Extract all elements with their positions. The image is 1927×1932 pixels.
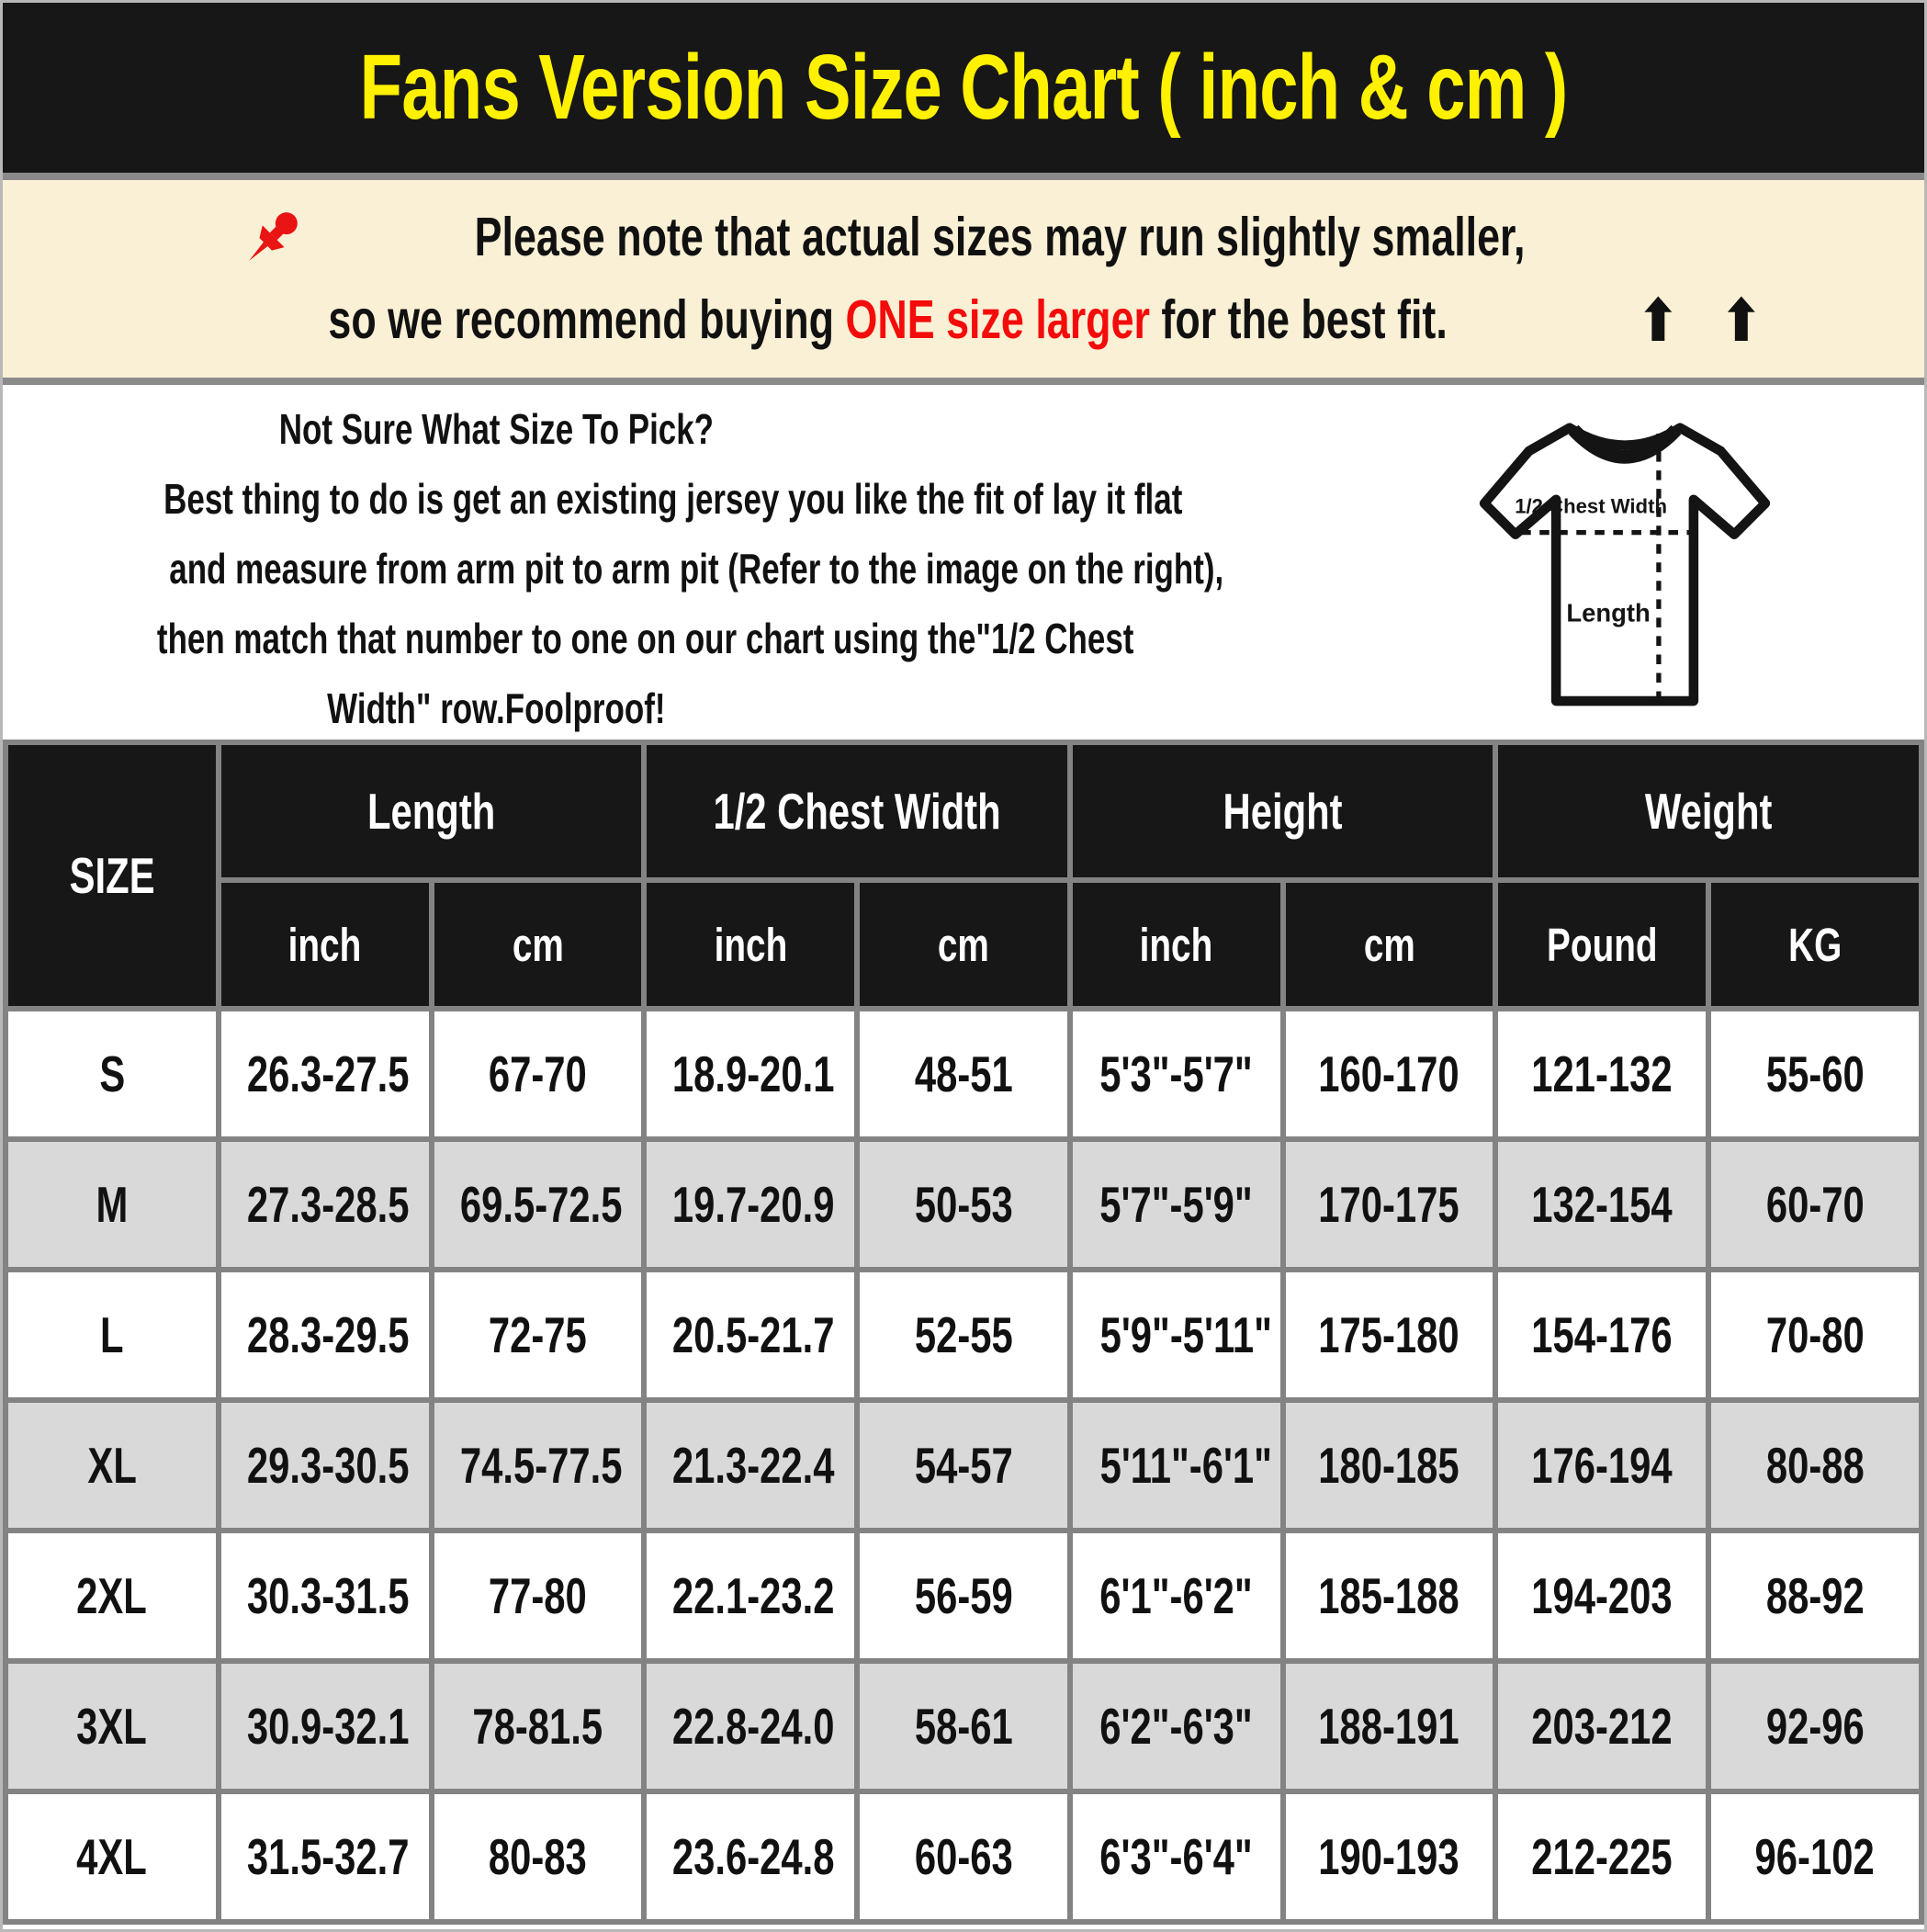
cell: 190-193: [1283, 1791, 1496, 1922]
size-label: M: [6, 1139, 219, 1270]
tshirt-diagram: [1465, 385, 1785, 740]
chest-inch-header: inch: [644, 880, 857, 1009]
chest-width-group-header: 1/2 Chest Width: [644, 742, 1070, 880]
cell: 175-180: [1283, 1270, 1496, 1400]
cell: 26.3-27.5: [219, 1009, 432, 1139]
cell: 160-170: [1283, 1009, 1496, 1139]
cell: 5'7"-5'9": [1070, 1139, 1283, 1270]
cell: 5'9"-5'11": [1070, 1270, 1283, 1400]
guide-text: [3, 385, 1224, 740]
pushpin-icon: [235, 201, 309, 275]
cell: 54-57: [857, 1400, 1070, 1531]
cell: 29.3-30.5: [219, 1400, 432, 1531]
cell: 6'2"-6'3": [1070, 1661, 1283, 1791]
cell: 96-102: [1708, 1791, 1921, 1922]
weight-kg-header: KG: [1708, 880, 1921, 1009]
table-row-4xl: [6, 1791, 1921, 1922]
cell: 22.8-24.0: [644, 1661, 857, 1791]
cell: 5'11"-6'1": [1070, 1400, 1283, 1531]
cell: 70-80: [1708, 1270, 1921, 1400]
guide-line-4: Width" row.Foolproof!: [327, 684, 666, 732]
notice-text-2-suffix: for the best fit.: [1149, 288, 1448, 350]
cell: 56-59: [857, 1531, 1070, 1661]
notice-text-2: [328, 281, 1447, 360]
size-label: 4XL: [6, 1791, 219, 1922]
cell: 30.3-31.5: [219, 1531, 432, 1661]
cell: 72-75: [432, 1270, 645, 1400]
guide-heading: Not Sure What Size To Pick?: [278, 405, 715, 453]
cell: 212-225: [1495, 1791, 1708, 1922]
cell: 176-194: [1495, 1400, 1708, 1531]
height-group-header: Height: [1070, 742, 1496, 880]
cell: 194-203: [1495, 1531, 1708, 1661]
cell: 180-185: [1283, 1400, 1496, 1531]
guide-line-2: and measure from arm pit to arm pit (Refer to the image on the right),: [169, 545, 1224, 593]
cell: 60-63: [857, 1791, 1070, 1922]
cell: 69.5-72.5: [432, 1139, 645, 1270]
cell: 28.3-29.5: [219, 1270, 432, 1400]
length-cm-header: cm: [432, 880, 645, 1009]
cell: 23.6-24.8: [644, 1791, 857, 1922]
table-group-header-row: [6, 742, 1921, 880]
cell: 88-92: [1708, 1531, 1921, 1661]
cell: 60-70: [1708, 1139, 1921, 1270]
cell: 58-61: [857, 1661, 1070, 1791]
cell: 50-53: [857, 1139, 1070, 1270]
cell: 67-70: [432, 1009, 645, 1139]
up-arrows-icon: ⬆ ⬆: [1636, 286, 1776, 354]
table-row-2xl: [6, 1531, 1921, 1661]
table-row-s: [6, 1009, 1921, 1139]
notice-text-1: Please note that actual sizes may run slightly smaller,: [475, 206, 1526, 267]
size-label: XL: [6, 1400, 219, 1531]
cell: 78-81.5: [432, 1661, 645, 1791]
table-row-3xl: [6, 1661, 1921, 1791]
cell: 121-132: [1495, 1009, 1708, 1139]
notice-band: [3, 180, 1924, 385]
length-inch-header: inch: [219, 880, 432, 1009]
cell: 6'3"-6'4": [1070, 1791, 1283, 1922]
cell: 30.9-32.1: [219, 1661, 432, 1791]
cell: 80-83: [432, 1791, 645, 1922]
cell: 19.7-20.9: [644, 1139, 857, 1270]
size-label: 3XL: [6, 1661, 219, 1791]
length-group-header: Length: [219, 742, 645, 880]
cell: 185-188: [1283, 1531, 1496, 1661]
title-bar: [3, 3, 1924, 180]
cell: 203-212: [1495, 1661, 1708, 1791]
page-title: Fans Version Size Chart ( inch & cm ): [359, 36, 1568, 139]
cell: 27.3-28.5: [219, 1139, 432, 1270]
cell: 77-80: [432, 1531, 645, 1661]
cell: 5'3"-5'7": [1070, 1009, 1283, 1139]
notice-text-2-prefix: so we recommend buying: [328, 288, 846, 350]
cell: 52-55: [857, 1270, 1070, 1400]
table-row-l: [6, 1270, 1921, 1400]
tshirt-measure-icon: [1465, 387, 1785, 729]
notice-line-1: [235, 198, 1691, 277]
cell: 132-154: [1495, 1139, 1708, 1270]
cell: 55-60: [1708, 1009, 1921, 1139]
table-row-xl: [6, 1400, 1921, 1531]
notice-line-2: [152, 281, 1776, 360]
size-label: L: [6, 1270, 219, 1400]
cell: 80-88: [1708, 1400, 1921, 1531]
cell: 154-176: [1495, 1270, 1708, 1400]
cell: 188-191: [1283, 1661, 1496, 1791]
size-label: 2XL: [6, 1531, 219, 1661]
cell: 21.3-22.4: [644, 1400, 857, 1531]
cell: 6'1"-6'2": [1070, 1531, 1283, 1661]
cell: 31.5-32.7: [219, 1791, 432, 1922]
chest-cm-header: cm: [857, 880, 1070, 1009]
weight-group-header: Weight: [1495, 742, 1921, 880]
cell: 92-96: [1708, 1661, 1921, 1791]
diagram-chest-label: 1/2 Chest Width: [1515, 494, 1667, 518]
size-column-header: SIZE: [6, 742, 219, 1009]
table-row-m: [6, 1139, 1921, 1270]
table-unit-header-row: [6, 880, 1921, 1009]
size-table: [3, 740, 1924, 1925]
cell: 74.5-77.5: [432, 1400, 645, 1531]
cell: 22.1-23.2: [644, 1531, 857, 1661]
height-cm-header: cm: [1283, 880, 1496, 1009]
guide-line-3: then match that number to one on our chart using the"1/2 Chest: [156, 615, 1134, 662]
guide-section: [3, 385, 1924, 740]
diagram-length-label: Length: [1566, 598, 1651, 627]
weight-pound-header: Pound: [1495, 880, 1708, 1009]
one-size-larger-highlight: ONE size larger: [845, 288, 1150, 350]
cell: 48-51: [857, 1009, 1070, 1139]
height-inch-header: inch: [1070, 880, 1283, 1009]
size-label: S: [6, 1009, 219, 1139]
cell: 18.9-20.1: [644, 1009, 857, 1139]
cell: 20.5-21.7: [644, 1270, 857, 1400]
guide-line-1: Best thing to do is get an existing jersey you like the fit of lay it flat: [163, 475, 1183, 523]
cell: 170-175: [1283, 1139, 1496, 1270]
